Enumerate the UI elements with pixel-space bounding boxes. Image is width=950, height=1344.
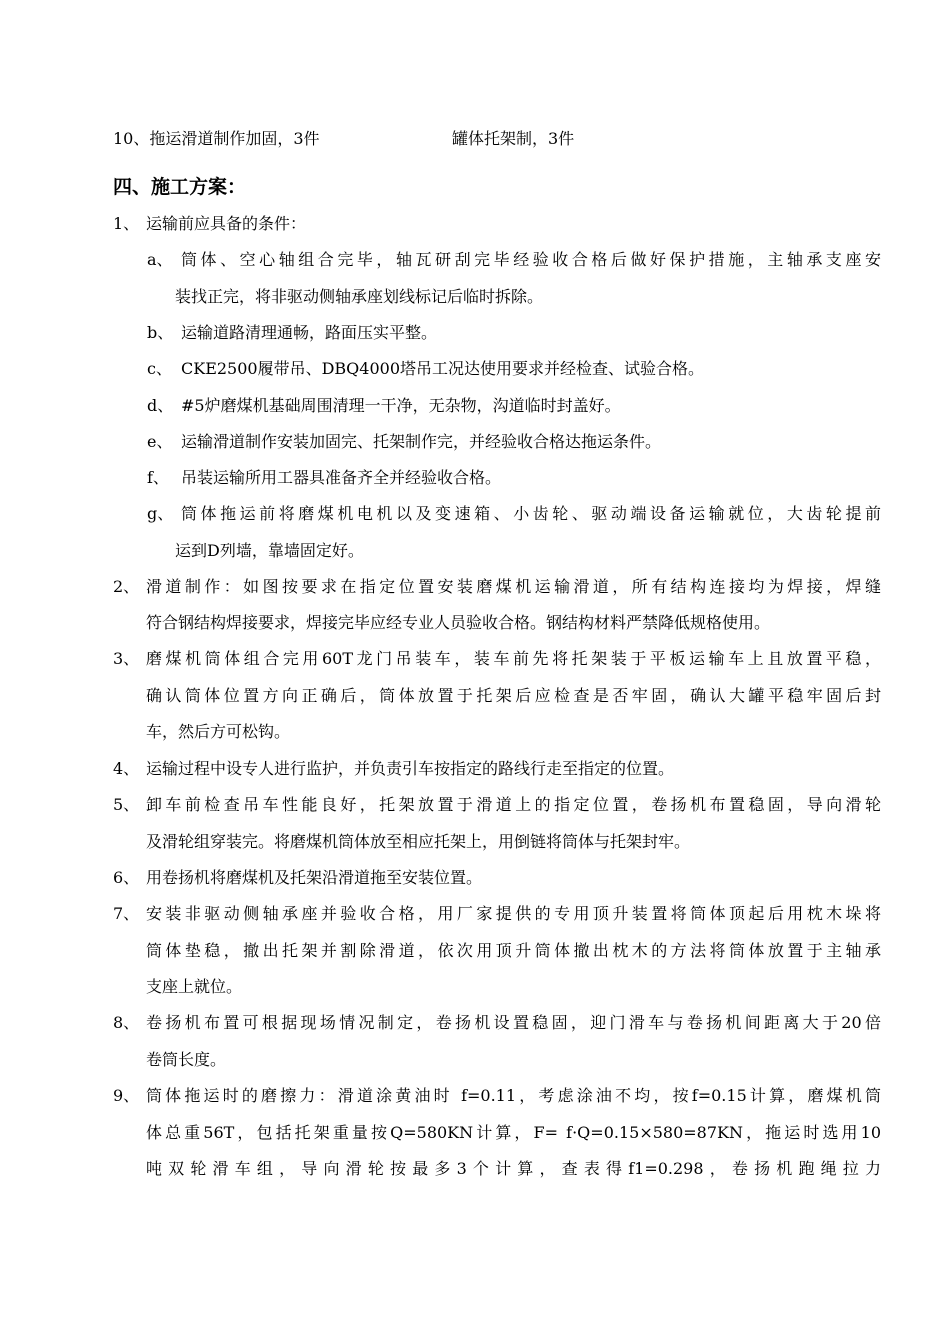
item-line: 运输过程中设专人进行监护，并负责引车按指定的路线行走至指定的位置。 [146,759,675,778]
item-line: 支座上就位。 [146,977,243,996]
item-number: 4、 [113,759,140,778]
item-number: 1、 [113,214,140,233]
item-line: 车，然后方可松钩。 [146,722,291,741]
section-title: 四、施工方案： [113,176,247,198]
sub-item-line: 吊装运输所用工器具准备齐全并经验收合格。 [181,468,502,487]
sub-item-number: d、 [147,396,174,415]
item-number: 3、 [113,649,140,668]
sub-item-line: #5炉磨煤机基础周围清理一干净，无杂物，沟道临时封盖好。 [181,396,621,415]
item-number: 9、 [113,1086,140,1105]
item-line: 安装非驱动侧轴承座并验收合格，用厂家提供的专用顶升装置将筒体顶起后用枕木垛将 [146,904,881,923]
item-line: 卷筒长度。 [146,1050,227,1069]
item-line: 筒体垫稳，撤出托架并割除滑道，依次用顶升筒体撤出枕木的方法将筒体放置于主轴承 [146,941,881,960]
sub-item-number: g、 [147,504,174,523]
sub-item-number: c、 [147,359,172,378]
item-number: 8、 [113,1013,140,1032]
item-text: 运输前应具备的条件： [146,214,307,233]
sub-item-number: a、 [147,250,173,269]
sub-item-number: f、 [147,468,169,487]
item-line: 筒体拖运时的磨擦力：滑道涂黄油时 f=0.11，考虑涂油不均，按f=0.15计算，磨煤机筒 [146,1086,881,1105]
item-line: 滑道制作：如图按要求在指定位置安装磨煤机运输滑道，所有结构连接均为焊接，焊缝 [146,577,881,596]
sub-item-line: 筒体、空心轴组合完毕，轴瓦研刮完毕经验收合格后做好保护措施，主轴承支座安 [181,250,881,269]
item-line: 用卷扬机将磨煤机及托架沿滑道拖至安装位置。 [146,868,483,887]
item-number: 7、 [113,904,140,923]
item-number: 5、 [113,795,140,814]
sub-item-number: e、 [147,432,173,451]
item-line: 磨煤机筒体组合完用60T龙门吊装车，装车前先将托架装于平板运输车上且放置平稳， [146,649,881,668]
sub-item-line: CKE2500履带吊、DBQ4000塔吊工况达使用要求并经检查、试验合格。 [181,359,705,378]
item-line: 卷扬机布置可根据现场情况制定，卷扬机设置稳固，迎门滑车与卷扬机间距离大于20倍 [146,1013,881,1032]
sub-item-line: 运输滑道制作安装加固完、托架制作完，并经验收合格达拖运条件。 [181,432,662,451]
sub-item-line: 筒体拖运前将磨煤机电机以及变速箱、小齿轮、驱动端设备运输就位，大齿轮提前 [181,504,881,523]
item-line: 确认筒体位置方向正确后，筒体放置于托架后应检查是否牢固，确认大罐平稳牢固后封 [146,686,881,705]
sub-item-line: 运输道路清理通畅，路面压实平整。 [181,323,438,342]
item-number: 6、 [113,868,140,887]
item-line: 卸车前检查吊车性能良好，托架放置于滑道上的指定位置，卷扬机布置稳固，导向滑轮 [146,795,881,814]
top-item-left: 10、拖运滑道制作加固，3件 [113,129,320,148]
sub-item-line: 装找正完，将非驱动侧轴承座划线标记后临时拆除。 [175,287,544,306]
item-line: 体总重56T，包括托架重量按Q=580KN计算，F= f·Q=0.15×580=87KN，拖运时选用10 [146,1123,881,1142]
item-line: 吨双轮滑车组，导向滑轮按最多3个计算，查表得f1=0.298，卷扬机跑绳拉力 [146,1159,881,1178]
sub-item-number: b、 [147,323,174,342]
item-line: 及滑轮组穿装完。将磨煤机筒体放至相应托架上，用倒链将筒体与托架封牢。 [146,832,691,851]
item-line: 符合钢结构焊接要求，焊接完毕应经专业人员验收合格。钢结构材料严禁降低规格使用。 [146,613,771,632]
sub-item-line: 运到D列墙，靠墙固定好。 [175,541,364,560]
top-item-right: 罐体托架制，3件 [452,129,575,148]
item-number: 2、 [113,577,140,596]
